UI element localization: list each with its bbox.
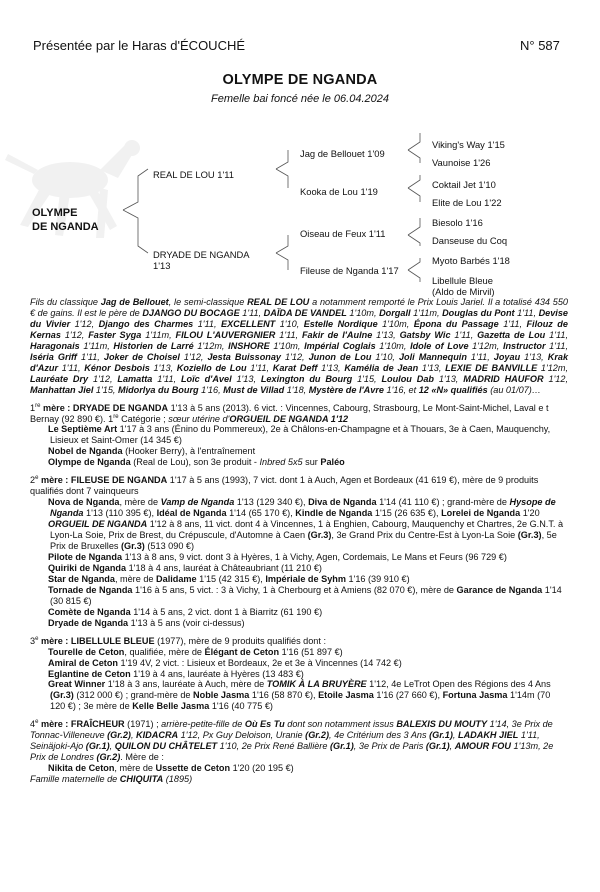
subject-name-line2: DE NGANDA: [32, 221, 99, 233]
text-run: 1'13,: [372, 329, 400, 340]
produce-entry: [30, 585, 568, 607]
produce-entry: [30, 424, 568, 446]
sire-dam-sire: Coktail Jet 1'10: [432, 179, 496, 190]
text-run: , mère de: [114, 573, 157, 584]
text-run: Dorgall: [379, 307, 411, 318]
text-run: Filouz de Kernas: [30, 318, 568, 340]
produce-entry: [30, 763, 568, 774]
text-run: 1'13,: [520, 351, 548, 362]
text-run: Jesta Buissonay: [207, 351, 282, 362]
text-run: e: [35, 719, 39, 726]
text-run: 1'10,: [275, 318, 304, 329]
text-run: 1'11m,: [141, 329, 176, 340]
text-run: (Gr.3): [517, 530, 542, 541]
text-run: Estelle Nordique: [303, 318, 378, 329]
text-run: LADAKH JIEL: [458, 730, 519, 741]
text-run: Must de Villad: [223, 384, 285, 395]
text-run: 1'10m,: [375, 340, 411, 351]
maternal-family-note: [30, 774, 568, 785]
text-run: Vamp de Nganda: [160, 497, 235, 508]
text-run: , 4e Critérium des 3 Ans: [329, 730, 430, 741]
dam-line-section: [30, 403, 568, 469]
sire-dam: Kooka de Lou 1'19: [300, 186, 378, 197]
text-run: ,: [130, 730, 137, 741]
text-run: 1'11,: [498, 318, 527, 329]
text-run: Dryade de Nganda: [48, 617, 129, 628]
text-run: sœur utérine d': [168, 413, 230, 424]
text-run: Hysope de Nganda: [50, 497, 556, 519]
sire-sire-dam: Vaunoise 1'26: [432, 157, 491, 168]
text-run: 1'15,: [93, 384, 118, 395]
text-run: EXCELLENT: [221, 318, 276, 329]
text-run: (513 090 €): [144, 541, 195, 552]
text-run: Diva de Nganda: [308, 497, 377, 508]
sire-sire: Jag de Bellouet 1'09: [300, 148, 385, 159]
text-run: Star de Nganda: [48, 573, 115, 584]
text-run: 1'11,: [58, 362, 85, 373]
text-run: 1'16 à 5 ans, 5 vict. : 3 à Vichy, 1 à Cherbourg et à Amiens (82 070 €), mère de: [132, 584, 457, 595]
text-run: (Gr.1): [329, 741, 354, 752]
text-run: Mystère de l'Avre: [308, 384, 384, 395]
subject-name-line1: OLYMPE: [32, 207, 78, 219]
text-run: Nova de Nganda: [48, 497, 120, 508]
text-run: 1'13 à 8 ans, 9 vict. dont 3 à Hyères, 1 à Vichy, Agen, Cordemais, Le Mans et Feurs (96 729 €): [122, 551, 507, 562]
text-run: 1'13,: [418, 362, 446, 373]
text-run: Dalidame: [156, 573, 197, 584]
text-run: 1'12m,: [468, 340, 503, 351]
text-run: Gazetta de Lou: [477, 329, 546, 340]
dam-line-heading: [30, 403, 568, 425]
text-run: 1'11,: [450, 329, 478, 340]
text-run: Joyau: [493, 351, 521, 362]
text-run: 1'12, Px Guy Deloison, Uranie: [178, 730, 306, 741]
text-run: 1'13 à 5 ans (2013). 6 vict. : Vincennes, Cabourg, Strasbourg, Le Mont-Saint-Michel, Laval e t Bernay (92 890 €). 1: [30, 402, 549, 424]
maternal-family: [30, 403, 568, 775]
text-run: 1'16,: [198, 384, 224, 395]
text-run: 1'11,: [545, 329, 568, 340]
text-run: (Gr.1): [429, 730, 453, 741]
text-run: Kindle de Nganda: [295, 508, 373, 519]
text-run: ,: [452, 730, 458, 741]
text-run: 1'16 (51 897 €): [279, 646, 343, 657]
text-run: Kénor Desbois: [84, 362, 150, 373]
text-run: KIDACRA: [136, 730, 179, 741]
text-run: Fortuna Jasma: [442, 690, 508, 701]
text-run: MADRID HAUFOR: [463, 373, 544, 384]
text-run: ORGUEIL DE NGANDA 1'12: [229, 413, 349, 424]
text-run: Quiriki de Nganda: [48, 562, 127, 573]
dam-line-heading: [30, 719, 568, 763]
text-run: Django des Charmes: [98, 318, 194, 329]
text-run: LIBELLULE BLEUE: [70, 635, 155, 646]
dam-dam-dam: [432, 275, 495, 297]
dam-dam: Fileuse de Nganda 1'17: [300, 265, 399, 276]
text-run: 1'11,: [275, 329, 302, 340]
text-run: 1'12,: [60, 329, 89, 340]
text-run: Tornade de Nganda: [48, 584, 133, 595]
text-run: Famille maternelle de: [30, 774, 120, 785]
text-run: mère :: [38, 719, 71, 730]
produce-entry: [30, 607, 568, 618]
pedigree-chart: [0, 130, 600, 300]
sire-paragraph: [30, 297, 568, 396]
text-run: 4: [30, 719, 36, 730]
dam-sire-dam: Danseuse du Coq: [432, 235, 508, 246]
text-run: DAÏDA DE VANDEL: [263, 307, 347, 318]
text-run: Kelle Belle Jasma: [132, 701, 210, 712]
text-run: 1'10m,: [269, 340, 305, 351]
text-run: 1'11,: [246, 362, 273, 373]
horse-name-title: OLYMPE DE NGANDA: [222, 72, 378, 88]
text-run: Catégorie ;: [118, 413, 169, 424]
text-run: Etoile Jasma: [318, 690, 374, 701]
text-run: 1'14m (70 120 €) ; 3e mère de: [50, 690, 551, 712]
produce-entry: [30, 669, 568, 680]
dam: [153, 249, 250, 271]
text-run: Haragonais: [30, 340, 80, 351]
text-run: Lexington du Bourg: [260, 373, 353, 384]
text-run: Kamélia de Jean: [344, 362, 419, 373]
text-run: (Gr.3): [121, 541, 145, 552]
produce-entry: [30, 519, 568, 552]
dam-line-section: [30, 475, 568, 628]
text-run: 1: [30, 402, 36, 413]
text-run: 1'15,: [352, 373, 382, 384]
dam-name: DRYADE DE NGANDA: [153, 249, 250, 260]
text-run: Impérial Coglais: [304, 340, 376, 351]
pedigree-subject: [32, 206, 99, 234]
text-run: 3: [30, 635, 36, 646]
text-run: 1'13 à 5 ans (voir ci-dessus): [128, 617, 245, 628]
text-run: 1'14 (65 170 €),: [226, 508, 296, 519]
text-run: Midorlya du Bourg: [117, 384, 199, 395]
text-run: 1'10m,: [377, 318, 414, 329]
text-run: (Gr.1): [85, 741, 110, 752]
text-run: Le Septième Art: [48, 424, 118, 435]
text-run: Nobel de Nganda: [48, 446, 123, 457]
produce-entry: [30, 574, 568, 585]
text-run: 1'18,: [284, 384, 309, 395]
text-run: 1'20: [520, 508, 540, 519]
text-run: Olympe de Nganda: [48, 457, 131, 468]
text-run: , 5e Prix de Bruxelles: [50, 530, 557, 552]
text-run: Lorelei de Nganda: [441, 508, 521, 519]
text-run: 1'13 (129 340 €),: [234, 497, 309, 508]
text-run: Great Winner: [48, 679, 106, 690]
text-run: Comète de Nganda: [48, 606, 131, 617]
text-run: REAL DE LOU: [247, 297, 310, 307]
text-run: Tourelle de Ceton: [48, 646, 125, 657]
text-run: (Gr.2): [107, 730, 131, 741]
text-run: 1'11,: [193, 318, 221, 329]
text-run: 12 «N» qualifiés: [418, 384, 488, 395]
text-run: 1'12,: [281, 351, 309, 362]
text-run: , 3e Grand Prix du Centre-Est à Lyon-La Soie: [331, 530, 518, 541]
text-run: 1'11,: [152, 373, 181, 384]
lot-number: N° 587: [520, 38, 560, 53]
text-run: 1'12,: [543, 373, 568, 384]
dam-sire: Oiseau de Feux 1'11: [300, 228, 386, 239]
text-run: , mère de: [114, 763, 156, 774]
text-run: Koziello de Lou: [176, 362, 247, 373]
sire: REAL DE LOU 1'11: [153, 169, 234, 180]
text-run: (Gr.2): [96, 752, 121, 763]
text-run: Où Es Tu: [244, 719, 285, 730]
text-run: DJANGO DU BOCAGE: [142, 307, 240, 318]
dam-line-section: [30, 719, 568, 774]
text-run: Loïc d'Avel: [180, 373, 232, 384]
dam-line-heading: [30, 636, 568, 647]
text-run: FRAÎCHEUR: [70, 719, 125, 730]
text-run: 1'13 (110 395 €),: [83, 508, 157, 519]
text-run: mère :: [40, 402, 73, 413]
text-run: Lauréate Dry: [30, 373, 89, 384]
text-run: 1'16 (58 870 €),: [249, 690, 319, 701]
text-run: Gatsby Wic: [399, 329, 451, 340]
text-run: 1'13,: [433, 373, 464, 384]
text-run: mère :: [38, 475, 71, 486]
text-run: QUILON DU CHÂTELET: [114, 741, 218, 752]
text-run: DRYADE DE NGANDA: [72, 402, 169, 413]
text-run: e: [35, 475, 39, 482]
text-run: e: [35, 635, 39, 642]
text-run: BALEXIS DU MOUTY: [396, 719, 488, 730]
produce-entry: [30, 647, 568, 658]
text-run: 1'16 (40 775 €): [209, 701, 273, 712]
text-run: , qualifiée, mère de: [124, 646, 205, 657]
text-run: CHIQUITA: [119, 774, 164, 785]
text-run: Idéal de Nganda: [156, 508, 227, 519]
dam-sire-sire: Biesolo 1'16: [432, 217, 483, 228]
text-run: , mère de: [119, 497, 161, 508]
text-run: Nikita de Ceton: [48, 763, 115, 774]
produce-entry: [30, 658, 568, 669]
text-run: FILOU L'AUVERGNIER: [175, 329, 276, 340]
produce-entry: [30, 446, 568, 457]
text-run: ,: [449, 741, 455, 752]
dam-line-heading: [30, 475, 568, 497]
dam-dam-dam-sire: (Aldo de Mirvil): [432, 286, 495, 297]
text-run: Lamatta: [117, 373, 153, 384]
text-run: FILEUSE DE NGANDA: [70, 475, 168, 486]
text-run: (Gr.1): [425, 741, 450, 752]
text-run: 1'11,: [514, 307, 539, 318]
text-run: Douglas du Pont: [442, 307, 515, 318]
text-run: mère :: [38, 635, 71, 646]
text-run: LEXIE DE BANVILLE: [445, 362, 538, 373]
text-run: 1'12,: [179, 351, 208, 362]
text-run: 1'19 à 4 ans, lauréate à Hyères (13 483 €): [130, 668, 304, 679]
horse-description: Femelle bai foncé née le 06.04.2024: [211, 93, 389, 105]
text-run: ,: [109, 741, 115, 752]
text-run: 2: [30, 475, 36, 486]
text-run: Fakir de l'Aulne: [301, 329, 373, 340]
dam-dam-dam-name: Libellule Bleue: [432, 275, 493, 286]
text-run: 1'13,: [149, 362, 177, 373]
text-run: arrière-petite-fille de: [161, 719, 245, 730]
text-run: 1'10,: [371, 351, 399, 362]
text-run: . Mère de :: [120, 752, 164, 763]
text-run: 1'14 (30 815 €): [50, 584, 562, 606]
produce-entry: [30, 457, 568, 468]
text-run: 1'11,: [239, 307, 264, 318]
text-run: 1'12m,: [193, 340, 229, 351]
text-run: , le semi-classique: [168, 297, 248, 307]
text-run: 1'15 (42 315 €),: [196, 573, 266, 584]
text-run: Junon de Lou: [308, 351, 372, 362]
text-run: 1'16, et: [383, 384, 419, 395]
text-run: 1'11m,: [410, 307, 443, 318]
text-run: (1895): [163, 774, 193, 785]
text-run: 1'12,: [88, 373, 118, 384]
text-run: Loulou Dab: [381, 373, 434, 384]
text-run: (Gr.2): [305, 730, 329, 741]
text-run: TOMIK À LA BRUYÈRE: [266, 679, 367, 690]
text-run: , 3e Prix de Paris: [353, 741, 426, 752]
text-run: Amiral de Ceton: [48, 657, 118, 668]
text-run: (Real de Lou), son 3e produit -: [130, 457, 260, 468]
text-run: (1971) ;: [124, 719, 162, 730]
sire-dam-dam: Elite de Lou 1'22: [432, 197, 502, 208]
dam-line-section: [30, 636, 568, 713]
text-run: (Gr.3): [307, 530, 332, 541]
text-run: 1'10m,: [346, 307, 380, 318]
text-run: 1'12 à 8 ans, 11 vict. dont 4 à Vincennes, 1 à Enghien, Cabourg, Mauquenchy et Chartres, 2e G.N.T. à Lyon-La Soie, Prix de Brest, du Crépuscule, d'Automne à Caen: [50, 519, 564, 541]
text-run: Krak d'Azur: [30, 351, 569, 373]
text-run: Faster Syga: [88, 329, 142, 340]
text-run: Devise du Vivier: [30, 307, 568, 329]
text-run: 1'18 à 4 ans, lauréat à Châteaubriant (11 210 €): [126, 562, 322, 573]
text-run: Élégant de Ceton: [204, 646, 280, 657]
text-run: 1'14 à 5 ans, 2 vict. dont 1 à Biarritz (61 190 €): [130, 606, 323, 617]
text-run: 1'14, 3e Prix de Tonnac-Villeneuve: [30, 719, 553, 741]
text-run: 1'13,: [231, 373, 261, 384]
produce-entry: [30, 552, 568, 563]
catalog-text: [30, 297, 568, 785]
text-run: 1'13,: [317, 362, 345, 373]
text-run: Noble Jasma: [193, 690, 250, 701]
text-run: 1'15 (26 635 €),: [372, 508, 442, 519]
text-run: Instructor: [502, 340, 546, 351]
text-run: Impériale de Syhm: [265, 573, 346, 584]
text-run: Joli Mannequin: [398, 351, 467, 362]
text-run: 1'13m, 2e Prix de Londres: [30, 741, 554, 763]
text-run: Paléo: [320, 457, 345, 468]
text-run: a notamment remporté le Prix Louis Jariel. Il a totalisé 434 550 € de gains. Il est le père de: [30, 297, 568, 318]
text-run: Historien de Larré: [113, 340, 194, 351]
text-run: (Hooker Berry), à l'entraînement: [122, 446, 256, 457]
text-run: re: [113, 413, 119, 420]
sire-sire-sire: Viking's Way 1'15: [432, 139, 505, 150]
text-run: Karat Deff: [272, 362, 318, 373]
text-run: 1'17 à 3 ans (Énino du Pommereux), 2e à Châlons-en-Champagne et à Thouars, 3e à Caen, Mauquenchy, Lisieux et Saint-Omer (14 345 €): [50, 424, 551, 446]
text-run: 1'11m,: [79, 340, 114, 351]
text-run: Inbred 5x5: [259, 457, 303, 468]
text-run: dont son notamment issus: [284, 719, 397, 730]
text-run: Jag de Bellouet: [100, 297, 169, 307]
text-run: Idole of Love: [410, 340, 469, 351]
text-run: Épona du Passage: [413, 318, 499, 329]
produce-entry: [30, 563, 568, 574]
text-run: 1'11,: [466, 351, 494, 362]
text-run: (312 000 €) ; grand-mère de: [73, 690, 194, 701]
text-run: 1'12,: [70, 318, 99, 329]
text-run: 1'12m,: [537, 362, 568, 373]
text-run: Fils du classique: [30, 297, 101, 307]
text-run: 1'10, 2e Prix René Ballière: [217, 741, 330, 752]
dam-dam-sire: Myoto Barbés 1'18: [432, 255, 510, 266]
text-run: sur: [302, 457, 321, 468]
text-run: re: [35, 402, 41, 409]
text-run: 1'19 4V, 2 vict. : Lisieux et Bordeaux, 2e et 3e à Vincennes (14 742 €): [117, 657, 402, 668]
text-run: Manhattan Jiel: [30, 384, 94, 395]
text-run: 1'17 à 5 ans (1993), 7 vict. dont 1 à Auch, Agen et Bordeaux (41 619 €), mère de 9 produits qualifiés dont 7 vainqueurs: [30, 475, 539, 497]
text-run: 1'18 à 3 ans, lauréate à Auch, mère de: [105, 679, 267, 690]
text-run: Pilote de Nganda: [48, 551, 123, 562]
text-run: INSHORE: [228, 340, 270, 351]
produce-entry: [30, 618, 568, 629]
text-run: ORGUEIL DE NGANDA: [48, 519, 148, 530]
text-run: 1'11,: [76, 351, 104, 362]
produce-entry: [30, 497, 568, 519]
text-run: 1'12, 4e LeTrot Open des Régions des 4 Ans: [366, 679, 551, 690]
text-run: 1'11, Seinäjoki-Ajo: [30, 730, 540, 752]
text-run: (au 01/07)…: [487, 384, 541, 395]
text-run: 1'11,: [545, 340, 568, 351]
dam-record: 1'13: [153, 260, 171, 271]
text-run: (1977), mère de 9 produits qualifiés dont :: [154, 635, 326, 646]
text-run: Garance de Nganda: [456, 584, 543, 595]
text-run: 1'20 (20 195 €): [230, 763, 294, 774]
text-run: Eglantine de Ceton: [48, 668, 131, 679]
consignor-label: Présentée par le Haras d'ÉCOUCHÉ: [33, 38, 246, 53]
text-run: (Gr.3): [50, 690, 74, 701]
text-run: 1'14 (41 110 €) ; grand-mère de: [376, 497, 510, 508]
text-run: 1'16 (27 660 €),: [373, 690, 443, 701]
produce-entry: [30, 679, 568, 712]
text-run: Ussette de Ceton: [155, 763, 231, 774]
text-run: Joker de Choisel: [103, 351, 180, 362]
text-run: AMOUR FOU: [454, 741, 511, 752]
text-run: Iséria Griff: [30, 351, 77, 362]
text-run: 1'16 (39 910 €): [345, 573, 410, 584]
